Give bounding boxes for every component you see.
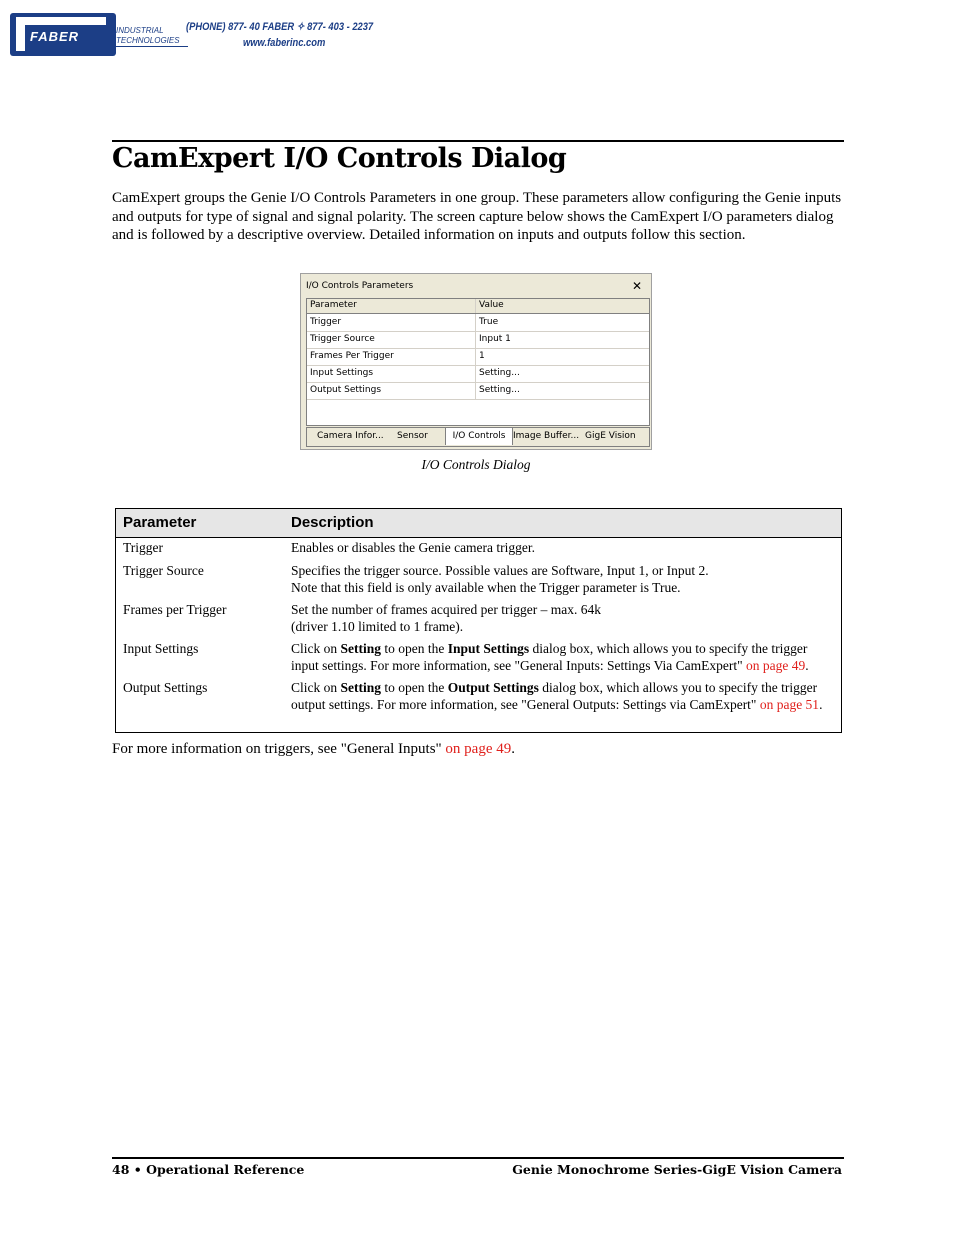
text: to open the	[381, 680, 448, 695]
grid-value[interactable]: Input 1	[479, 334, 511, 344]
parameter-grid	[306, 298, 650, 426]
logo-rule	[116, 46, 188, 47]
output-link-text[interactable]: "General Outputs: Settings via CamExpert"	[521, 696, 757, 712]
logo-mark	[10, 13, 116, 56]
footer-left: 48 • Operational Reference	[112, 1162, 305, 1177]
io-controls-dialog	[300, 273, 652, 450]
intro-paragraph: CamExpert groups the Genie I/O Controls Parameters in one group. These parameters allow configuring the Genie inputs and outputs for type of signal and signal polarity. The screen capture below shows the CamExpert I/O parameters dialog and is followed by a descriptive overview. Detailed information on inputs and outputs follow this section.	[112, 190, 842, 243]
tab-sensor[interactable]: Sensor	[397, 431, 428, 441]
tab-gige-vision[interactable]: GigE Vision	[585, 431, 636, 441]
logo-word: FABER	[30, 29, 80, 44]
dialog-title: I/O Controls Parameters	[306, 281, 414, 291]
header-description: Description	[291, 514, 374, 531]
grid-param: Input Settings	[310, 368, 374, 378]
grid-separator	[475, 331, 476, 348]
parameter-table	[115, 508, 842, 733]
input-page-link[interactable]: on page 49	[742, 657, 806, 673]
trigger-source-line-1: Specifies the trigger source. Possible values are Software, Input 1, or Input 2.	[291, 563, 709, 578]
setting-term: Setting	[340, 641, 381, 656]
grid-separator	[475, 348, 476, 365]
grid-param: Trigger Source	[310, 334, 375, 344]
grid-row[interactable]	[307, 382, 649, 400]
tab-image-buffer[interactable]: Image Buffer...	[513, 431, 580, 441]
row-frames-desc	[291, 602, 836, 635]
grid-row[interactable]	[307, 331, 649, 349]
grid-value[interactable]: Setting...	[479, 385, 520, 395]
grid-row[interactable]	[307, 314, 649, 332]
dialog-tabs	[306, 427, 650, 447]
title-rule	[112, 140, 844, 142]
row-output-param: Output Settings	[123, 680, 208, 695]
text: to open the	[381, 641, 448, 656]
more-link-text[interactable]: "General Inputs"	[340, 741, 442, 757]
frames-line-2: (driver 1.10 limited to 1 frame).	[291, 618, 464, 634]
text: Click on	[291, 680, 341, 695]
logo-sub-line-2: TECHNOLOGIES	[116, 36, 180, 45]
grid-separator	[475, 299, 476, 313]
input-link-text[interactable]: "General Inputs: Settings Via CamExpert"	[514, 657, 743, 673]
grid-row[interactable]	[307, 365, 649, 383]
tab-camera-info[interactable]: Camera Infor...	[317, 431, 384, 441]
text: .	[511, 741, 515, 757]
text: .	[819, 696, 823, 712]
header-website[interactable]: www.faberinc.com	[243, 37, 326, 49]
more-info-line	[112, 741, 515, 758]
figure-caption: I/O Controls Dialog	[421, 457, 531, 472]
row-trigger-source-param: Trigger Source	[123, 563, 204, 578]
logo-bar	[16, 17, 106, 25]
close-icon[interactable]: ✕	[632, 279, 643, 293]
header-parameter: Parameter	[123, 514, 197, 531]
grid-separator	[475, 314, 476, 331]
page-title: CamExpert I/O Controls Dialog	[112, 143, 567, 174]
grid-value[interactable]: True	[479, 317, 499, 327]
grid-param: Frames Per Trigger	[310, 351, 394, 361]
row-output-desc	[291, 680, 836, 713]
row-trigger-source-desc	[291, 563, 836, 596]
faber-logo	[10, 13, 180, 57]
grid-col-value: Value	[479, 300, 504, 310]
row-trigger-param: Trigger	[123, 540, 164, 555]
grid-row[interactable]	[307, 348, 649, 366]
grid-value[interactable]: Setting...	[479, 368, 520, 378]
text: dialog box, which allows you to specify the trigger input settings. For more information, see	[291, 641, 808, 673]
grid-col-parameter: Parameter	[310, 300, 357, 310]
grid-header	[307, 299, 649, 314]
logo-subtitle	[116, 26, 180, 46]
output-page-link[interactable]: on page 51	[756, 696, 820, 712]
header-phone: (PHONE) 877- 40 FABER ✧ 877- 403 - 2237	[186, 21, 374, 33]
logo-sub-line-1: INDUSTRIAL	[116, 26, 164, 35]
row-frames-param: Frames per Trigger	[123, 602, 227, 617]
text: dialog box, which allows you to specify the trigger output settings. For more information, see	[291, 680, 818, 712]
text: Click on	[291, 641, 341, 656]
row-trigger-desc: Enables or disables the Genie camera trigger.	[291, 540, 536, 555]
grid-param: Trigger	[310, 317, 342, 327]
more-page-link[interactable]: on page 49	[441, 741, 512, 757]
grid-param: Output Settings	[310, 385, 382, 395]
text: For more information on triggers, see	[112, 741, 341, 757]
grid-separator	[475, 382, 476, 399]
text: .	[805, 657, 809, 673]
footer-right: Genie Monochrome Series-GigE Vision Camera	[512, 1162, 842, 1177]
grid-separator	[475, 365, 476, 382]
footer-rule	[112, 1157, 844, 1159]
frames-line-1: Set the number of frames acquired per trigger – max. 64k	[291, 602, 602, 617]
row-input-param: Input Settings	[123, 641, 199, 656]
input-settings-term: Input Settings	[447, 641, 530, 656]
table-header	[116, 509, 841, 538]
trigger-source-line-2: Note that this field is only available when the Trigger parameter is True.	[291, 579, 681, 595]
output-settings-term: Output Settings	[447, 680, 539, 695]
logo-stem	[16, 17, 25, 51]
tab-io-controls[interactable]: I/O Controls	[445, 428, 513, 445]
setting-term: Setting	[340, 680, 381, 695]
grid-value[interactable]: 1	[479, 351, 485, 361]
row-input-desc	[291, 641, 836, 674]
